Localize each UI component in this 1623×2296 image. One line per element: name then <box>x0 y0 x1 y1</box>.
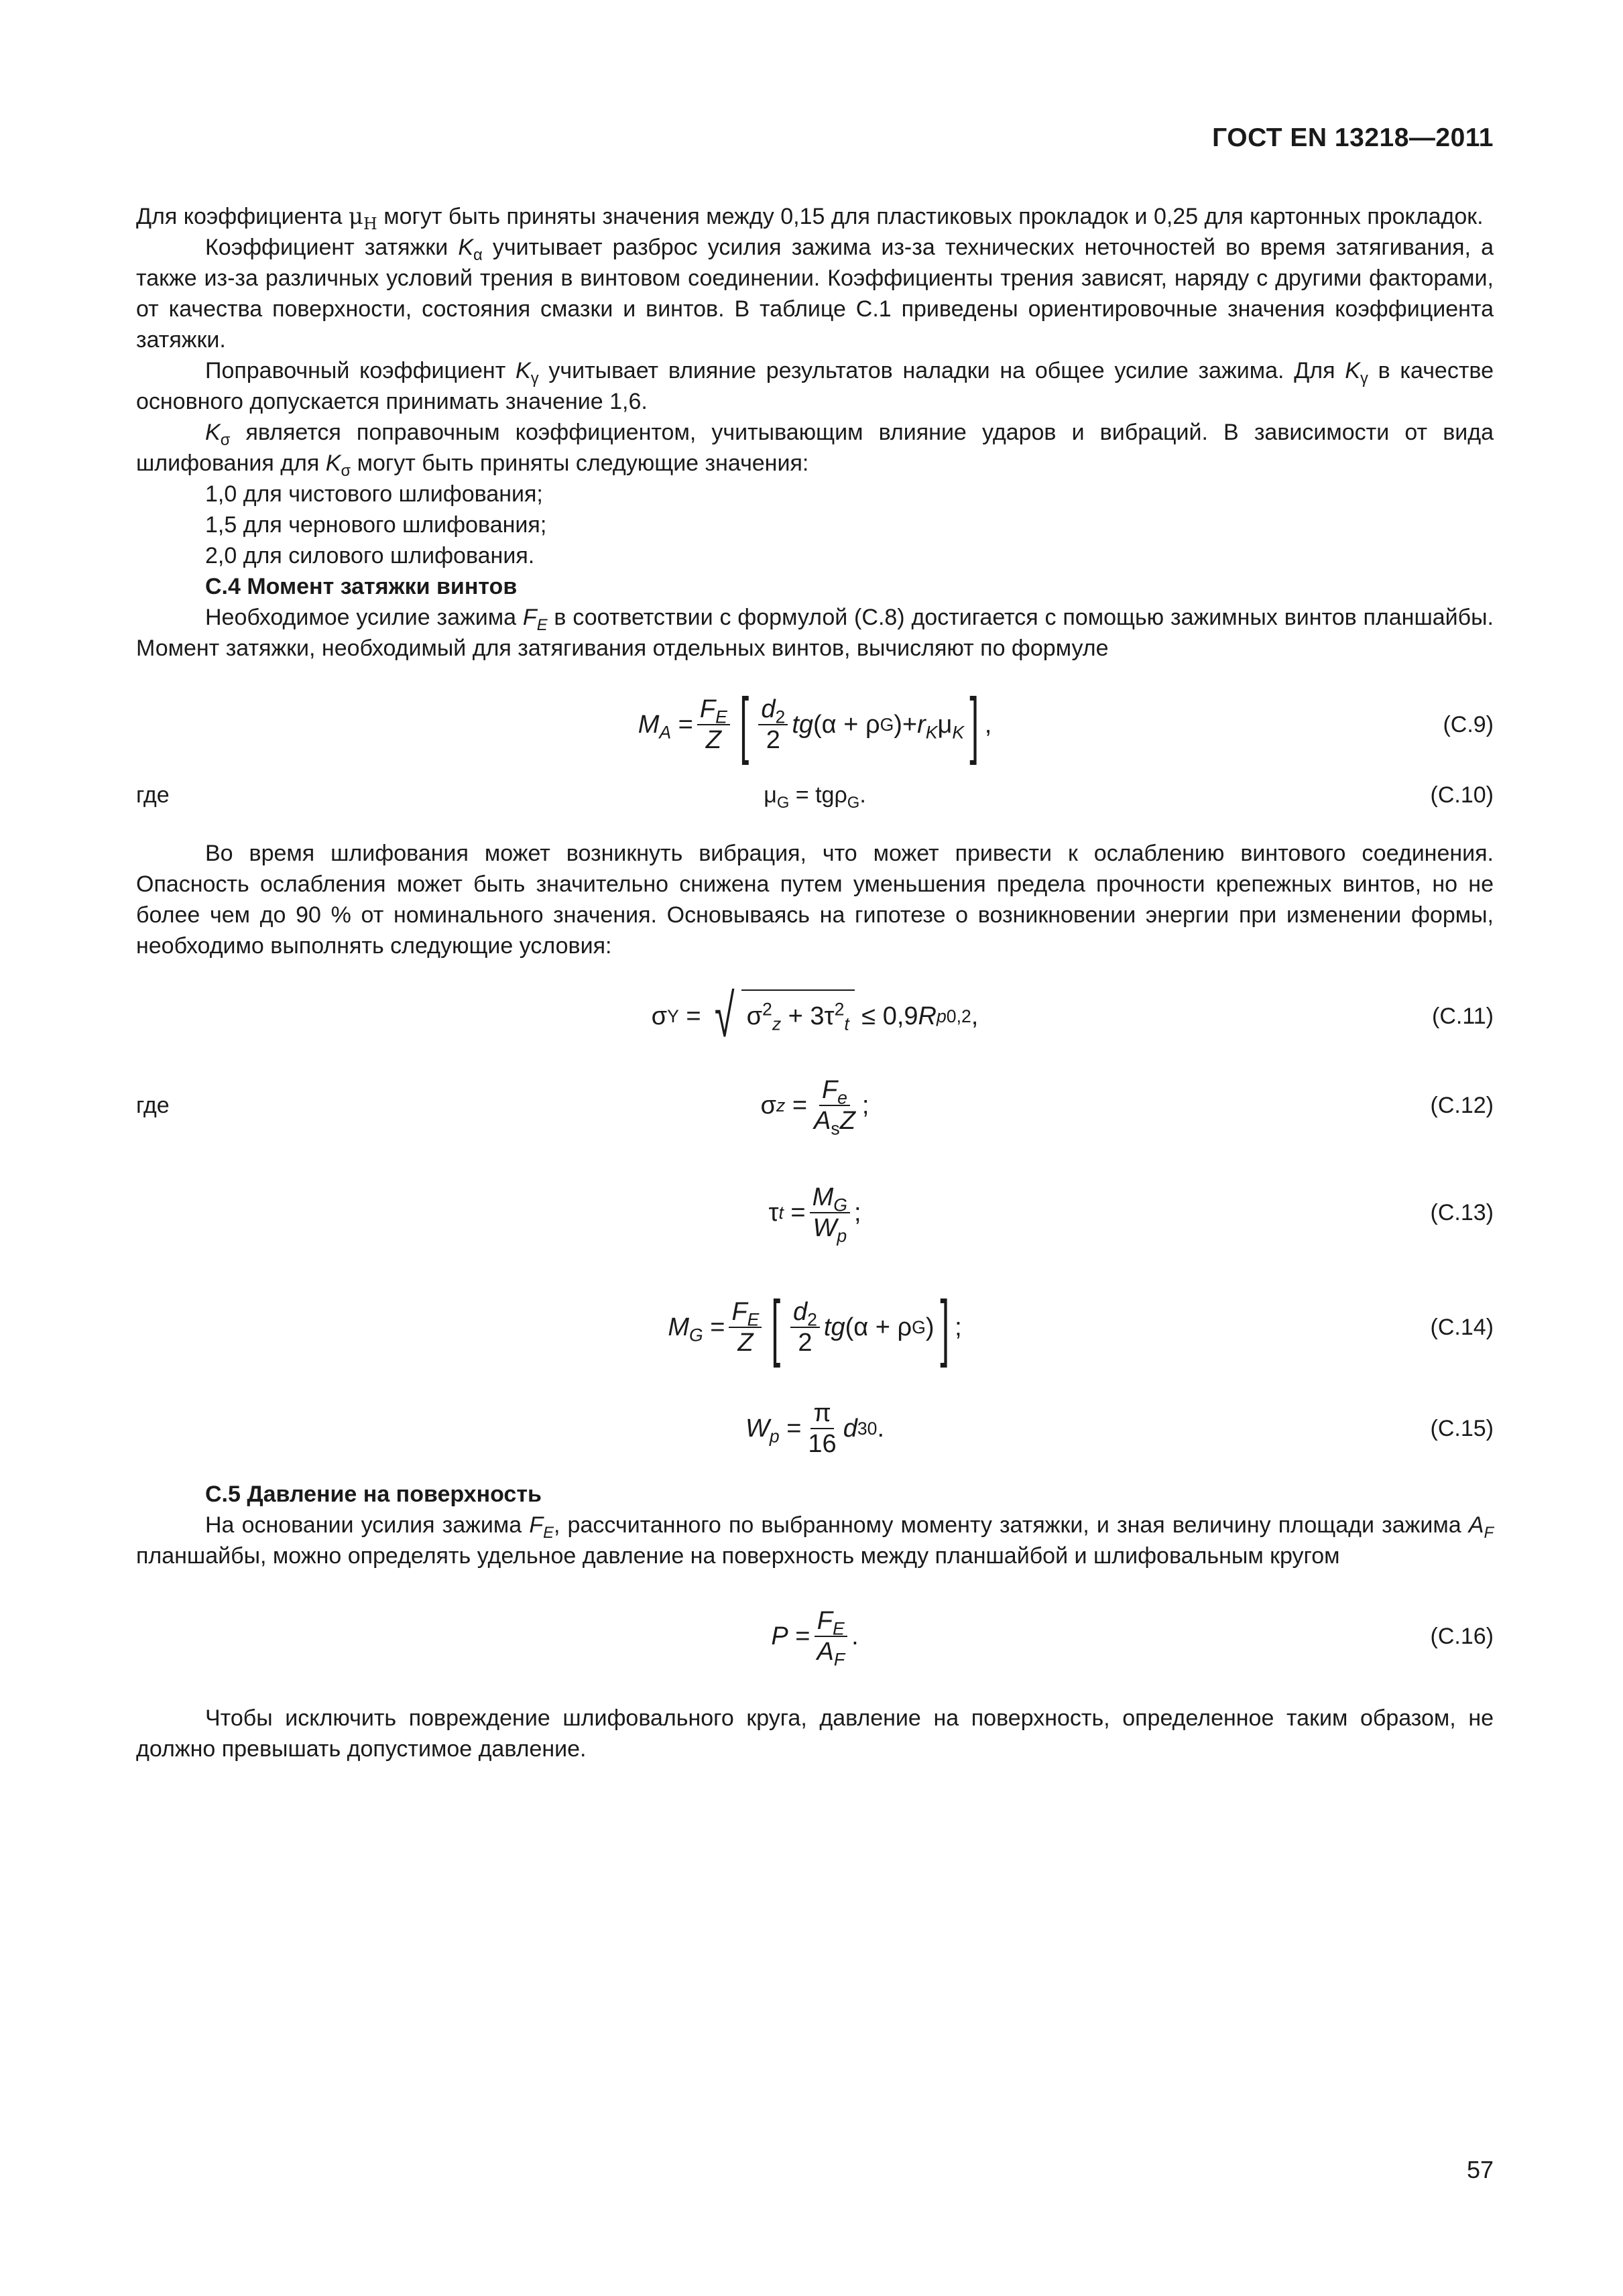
paragraph-vibration: Во время шлифования может возникнуть вибрация, что может привести к ослаблению винтового соединения. Опасность ослабления может быть значительно снижена путем уменьшения предела прочности крепежных винтов, но не более чем до 90 % от номинального значения. Основываясь на гипотезе о возникновении энергии при изменении формы, необходимо выполнять следующие условия: <box>136 841 1494 959</box>
equation-number: (С.12) <box>1430 1093 1494 1118</box>
paragraph-correction-coefficient: Поправочный коэффициент $K_\gamma$ учитывает влияние результатов наладки на общее усилие зажима. Для $K_\gamma$ в качестве основного допускается принимать значение 1,6. <box>136 358 1494 414</box>
list-item: 1,5 для чернового шлифования; <box>205 512 547 538</box>
equation-number: (С.9) <box>1443 712 1494 737</box>
equation-number: (С.15) <box>1430 1416 1494 1441</box>
formula-c14: $M_G$ = $\frac{F_E}{Z}$ [ $\frac{d_2}{2}$ tg (α + ρ G ) ] ; (С.14) <box>668 1286 1494 1368</box>
page-number: 57 <box>1466 2156 1494 2183</box>
paragraph-surface-pressure: На основании усилия зажима $F_E$, рассчитанного по выбранному моменту затяжки, и зная величину площади зажима $A_F$ планшайбы, можно определять удельное давление на поверхность между планшайбой и шлифовальным кругом <box>136 1512 1494 1569</box>
list-item: 2,0 для силового шлифования. <box>205 543 535 568</box>
list-item: 1,0 для чистового шлифования; <box>205 481 543 507</box>
paragraph-vibration-coefficient: $K_\sigma$ является поправочным коэффициентом, учитывающим влияние ударов и вибраций. В зависимости от вида шлифования для $K_\sigma$ могут быть приняты следующие значения: <box>136 420 1494 480</box>
where-label: где <box>136 782 170 808</box>
paragraph-clamping-force: Необходимое усилие зажима $F_E$ в соответствии с формулой (С.8) достигается с помощью зажимных винтов планшайбы. Момент затяжки, необходимый для затягивания отдельных винтов, вычисляют по формуле <box>136 605 1494 661</box>
equation-number: (С.10) <box>1430 782 1494 808</box>
equation-number: (С.16) <box>1430 1624 1494 1649</box>
formula-c11: σ Y = √ $\sigma^2_z + 3\tau^2_t$ ≤ 0,9 R p0,2 , (С.11) <box>651 983 1494 1050</box>
where-label: где <box>136 1093 170 1118</box>
formula-c15: $W_p$ = $\frac{\pi}{16}$ d 3 0 . (С.15) <box>745 1399 1494 1458</box>
paragraph-tightening-coefficient: Коэффициент затяжки $K_\alpha$ учитывает разброс усилия зажима из-за технических неточностей во время затягивания, а также из-за различных условий трения в винтовом соединении. Коэффициенты трения зависят, наряду с другими факторами, от качества поверхности, состояния смазки и винтов. В таблице С.1 приведены ориентировочные значения коэффициента затяжки. <box>136 235 1494 353</box>
section-heading-c5: С.5 Давление на поверхность <box>205 1482 542 1507</box>
page-content <box>136 201 1494 1764</box>
formula-c9: $M_A$ = $\frac{F_E}{Z}$ [ $\frac{d_2}{2}$ tg (α + ρ G )+ $r_K$ μ $_K$ ] , (С.9) <box>638 683 1494 766</box>
equation-number: (С.13) <box>1430 1200 1494 1225</box>
equation-number: (С.14) <box>1430 1315 1494 1340</box>
formula-c12: где σ z = $\frac{F_e}{A_sZ}$ ; (С.12) <box>136 1076 1494 1139</box>
paragraph-conclusion: Чтобы исключить повреждение шлифовального круга, давление на поверхность, определенное таким образом, не должно превышать допустимое давление. <box>136 1705 1494 1762</box>
paragraph-friction-coefficient: Для коэффициента $\mu_H$ могут быть приняты значения между 0,15 для пластиковых прокладок и 0,25 для картонных прокладок. <box>136 203 1484 233</box>
document-code: ГОСТ EN 13218—2011 <box>1212 123 1494 152</box>
formula-c16: P = $\frac{F_E}{A_F}$ . (С.16) <box>771 1607 1494 1670</box>
formula-c10: где $\mu_G = tg\rho_G$. (С.10) <box>136 776 1494 814</box>
section-heading-c4: С.4 Момент затяжки винтов <box>205 574 518 599</box>
formula-c13: τ t = $\frac{M_G}{W_p}$ ; (С.13) <box>768 1183 1494 1246</box>
equation-number: (С.11) <box>1432 1004 1494 1029</box>
